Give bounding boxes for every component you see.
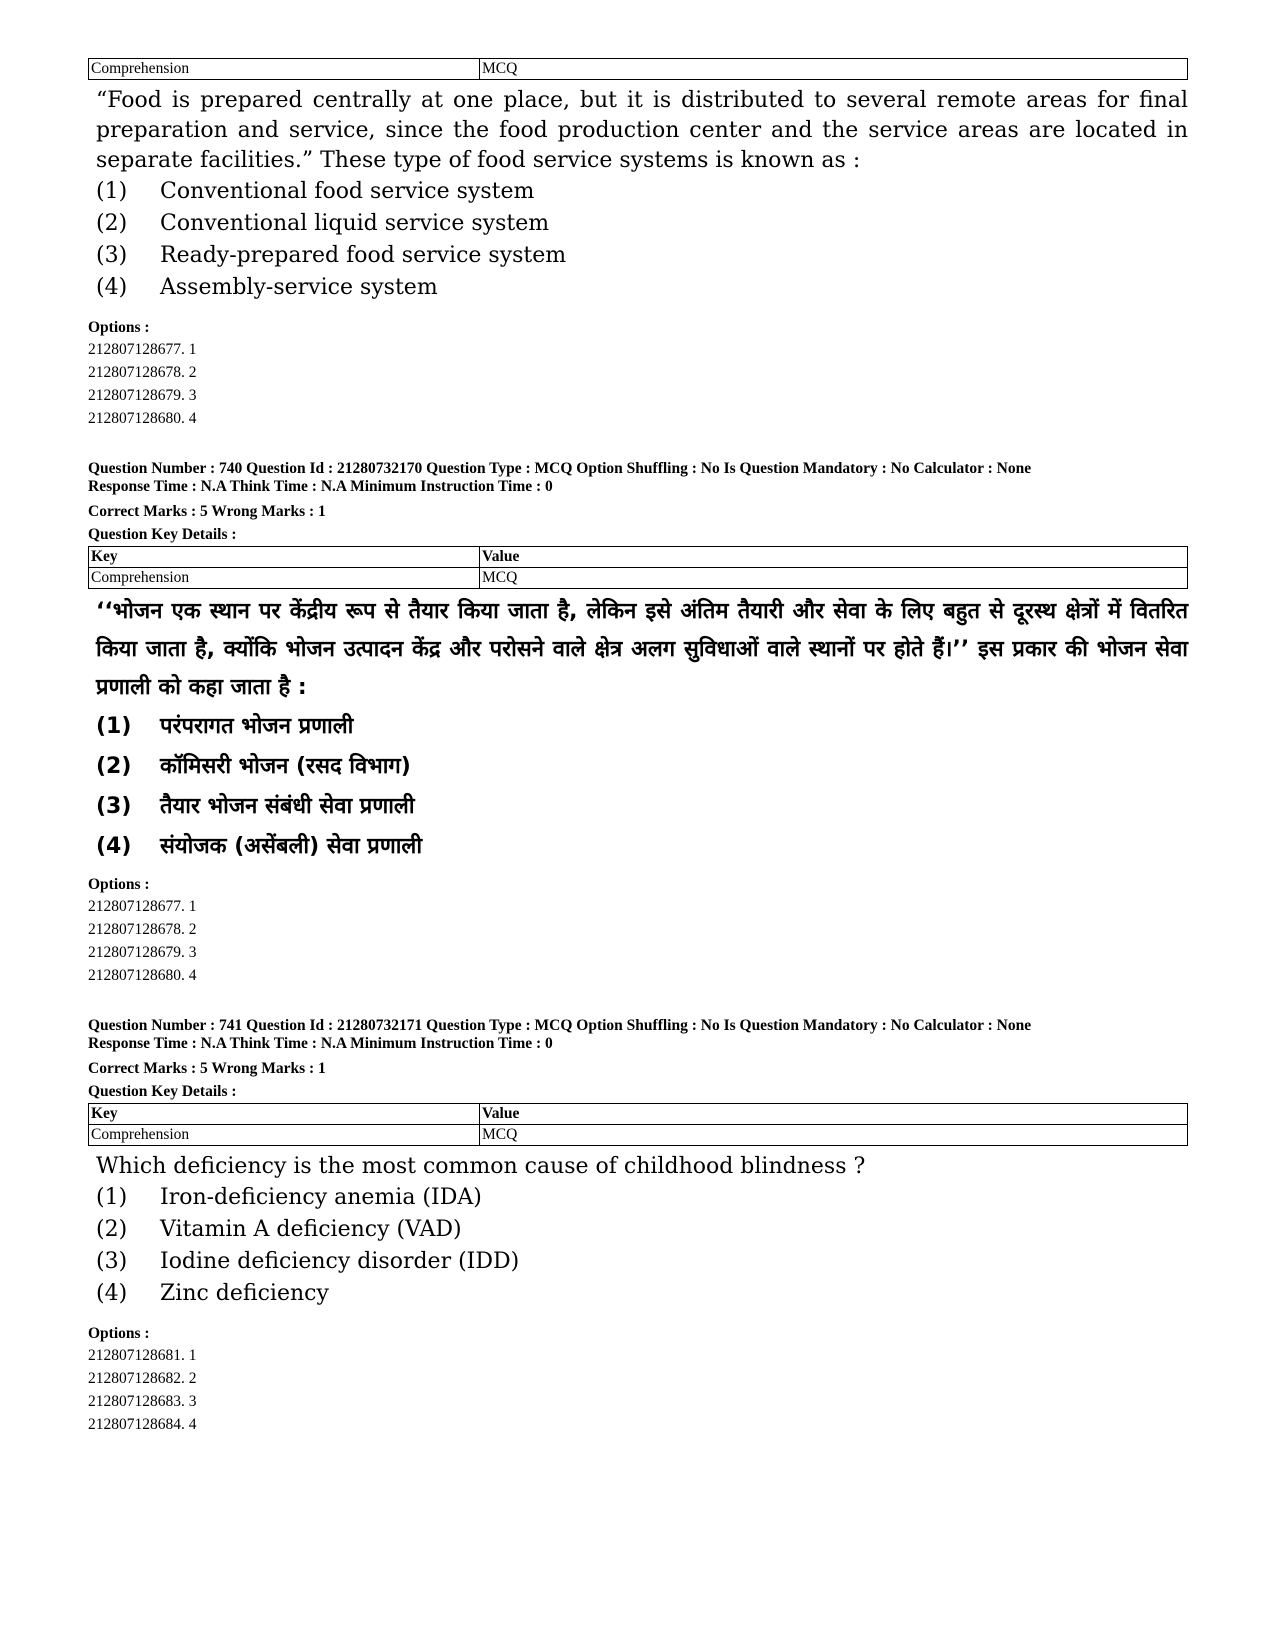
question-key-table — [88, 1103, 1188, 1146]
table-header-key: Key — [89, 547, 480, 568]
table-row — [89, 568, 1188, 589]
options-label: Options : — [88, 1325, 150, 1342]
answer-text: Vitamin A deficiency (VAD) — [160, 1217, 462, 1242]
question-text: “Food is prepared centrally at one place, but it is distributed to several remote areas for final preparation and service, since the food production center and the service areas are located in separate facilities.” These type of food service systems is known as : — [96, 88, 1188, 173]
answer-item — [96, 1246, 1192, 1278]
table-cell-key: Comprehension — [89, 59, 480, 80]
question-meta-line: Question Number : 740 Question Id : 21280732170 Question Type : MCQ Option Shuffling : No Is Question Mandatory : No Calculator : None — [88, 460, 1032, 477]
answer-list — [96, 707, 1192, 867]
answer-number: (4) — [96, 834, 132, 859]
answer-text: Iodine deficiency disorder (IDD) — [160, 1249, 520, 1274]
question-marks: Correct Marks : 5 Wrong Marks : 1 — [88, 503, 326, 520]
answer-number: (1) — [96, 179, 128, 204]
option-id: 212807128680. 4 — [88, 410, 197, 427]
answer-text: तैयार भोजन संबंधी सेवा प्रणाली — [160, 794, 415, 819]
option-id: 212807128679. 3 — [88, 944, 197, 961]
option-id: 212807128677. 1 — [88, 341, 197, 358]
answer-item — [96, 707, 1192, 747]
question-marks: Correct Marks : 5 Wrong Marks : 1 — [88, 1060, 326, 1077]
answer-number: (3) — [96, 794, 132, 819]
question-text: ‘‘भोजन एक स्थान पर केंद्रीय रूप से तैयार किया जाता है, लेकिन इसे अंतिम तैयारी और सेवा के लिए बहुत से दूरस्थ क्षेत्रों में वितरित किया जाता है, क्योंकि भोजन उत्पादन केंद्र और परोसने वाले क्षेत्र अलग सुविधाओं वाले स्थानों पर होते हैं।’’ इस प्रकार की भोजन सेवा प्रणाली को कहा जाता है : — [96, 599, 1188, 700]
option-id: 212807128684. 4 — [88, 1416, 197, 1433]
answer-text: Ready-prepared food service system — [160, 243, 567, 268]
answer-item — [96, 827, 1192, 867]
table-header-row — [89, 547, 1188, 568]
option-id: 212807128678. 2 — [88, 921, 197, 938]
table-cell-value: MCQ — [480, 59, 1188, 80]
table-header-value: Value — [480, 1104, 1188, 1125]
answer-item — [96, 1182, 1192, 1214]
answer-text: संयोजक (असेंबली) सेवा प्रणाली — [160, 834, 423, 859]
options-label: Options : — [88, 876, 150, 893]
question-meta-line: Question Number : 741 Question Id : 21280732171 Question Type : MCQ Option Shuffling : No Is Question Mandatory : No Calculator : None — [88, 1017, 1032, 1034]
option-id: 212807128678. 2 — [88, 364, 197, 381]
answer-list — [96, 1182, 1192, 1310]
answer-list — [96, 176, 1192, 304]
answer-item — [96, 1278, 1192, 1310]
question-key-table — [88, 58, 1188, 80]
table-row — [89, 1125, 1188, 1146]
answer-item — [96, 208, 1192, 240]
option-id: 212807128677. 1 — [88, 898, 197, 915]
options-label: Options : — [88, 319, 150, 336]
table-header-row — [89, 1104, 1188, 1125]
key-details-label: Question Key Details : — [88, 526, 237, 543]
question-text: Which deficiency is the most common cause of childhood blindness ? — [96, 1154, 866, 1179]
answer-item — [96, 1214, 1192, 1246]
answer-number: (3) — [96, 1249, 128, 1274]
table-header-value: Value — [480, 547, 1188, 568]
answer-number: (4) — [96, 275, 128, 300]
answer-item — [96, 176, 1192, 208]
table-cell-value: MCQ — [480, 1125, 1188, 1146]
answer-number: (3) — [96, 243, 128, 268]
answer-text: Conventional liquid service system — [160, 211, 550, 236]
question-meta-line: Response Time : N.A Think Time : N.A Minimum Instruction Time : 0 — [88, 1035, 553, 1052]
answer-text: कॉमिसरी भोजन (रसद विभाग) — [160, 754, 411, 779]
answer-number: (2) — [96, 754, 132, 779]
question-meta-line: Response Time : N.A Think Time : N.A Minimum Instruction Time : 0 — [88, 478, 553, 495]
option-id: 212807128683. 3 — [88, 1393, 197, 1410]
answer-number: (2) — [96, 1217, 128, 1242]
answer-number: (1) — [96, 1185, 128, 1210]
option-id: 212807128680. 4 — [88, 967, 197, 984]
table-cell-key: Comprehension — [89, 568, 480, 589]
question-key-table — [88, 546, 1188, 589]
answer-number: (1) — [96, 714, 132, 739]
answer-item — [96, 272, 1192, 304]
answer-item — [96, 747, 1192, 787]
answer-text: Iron-deficiency anemia (IDA) — [160, 1185, 482, 1210]
table-header-key: Key — [89, 1104, 480, 1125]
answer-text: परंपरागत भोजन प्रणाली — [160, 714, 354, 739]
option-id: 212807128679. 3 — [88, 387, 197, 404]
key-details-label: Question Key Details : — [88, 1083, 237, 1100]
answer-text: Assembly-service system — [160, 275, 438, 300]
question-meta — [88, 1017, 1192, 1053]
option-id: 212807128682. 2 — [88, 1370, 197, 1387]
table-cell-value: MCQ — [480, 568, 1188, 589]
table-row — [89, 59, 1188, 80]
answer-text: Conventional food service system — [160, 179, 535, 204]
answer-item — [96, 240, 1192, 272]
option-id: 212807128681. 1 — [88, 1347, 197, 1364]
document-page — [88, 58, 1192, 1436]
answer-number: (4) — [96, 1281, 128, 1306]
question-meta — [88, 460, 1192, 496]
answer-text: Zinc deficiency — [160, 1281, 329, 1306]
answer-item — [96, 787, 1192, 827]
table-cell-key: Comprehension — [89, 1125, 480, 1146]
answer-number: (2) — [96, 211, 128, 236]
